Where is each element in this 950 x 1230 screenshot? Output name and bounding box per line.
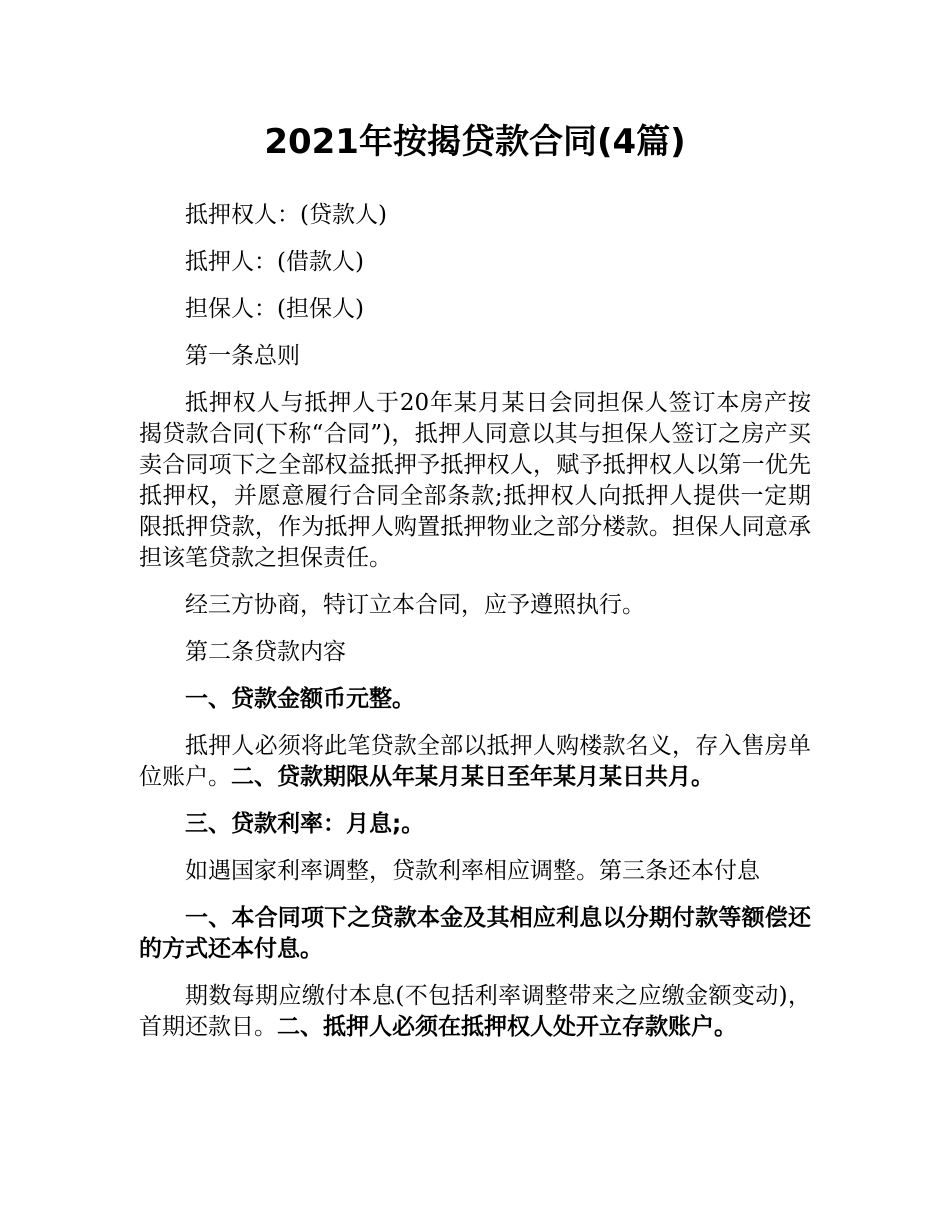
paragraph-agreement: 经三方协商，特订立本合同，应予遵照执行。 (185, 592, 645, 618)
paragraph-mortgagor: 抵押人：(借款人) (185, 249, 364, 275)
clause-repayment-method: 一、本合同项下之贷款本金及其相应利息以分期付款等额偿还的方式还本付息。 (139, 905, 811, 962)
paragraph-deposit (139, 731, 811, 793)
paragraph-guarantor: 担保人：(担保人) (185, 296, 364, 322)
paragraph-installments (139, 981, 811, 1043)
document-title: 2021年按揭贷款合同(4篇) (264, 122, 686, 162)
installments-text: 期数每期应缴付本息(不包括利率调整带来之应缴金额变动)，首期还款日。 (139, 983, 811, 1040)
clause-interest-rate: 三、贷款利率：月息;。 (185, 811, 425, 837)
clause-loan-amount: 一、贷款金额币元整。 (185, 686, 415, 712)
paragraph-rate-adjust: 如遇国家利率调整，贷款利率相应调整。第三条还本付息 (185, 858, 760, 884)
clause-loan-term: 二、贷款期限从年某月某日至年某月某日共月。 (231, 764, 714, 790)
deposit-text: 抵押人必须将此笔贷款全部以抵押人购楼款名义，存入售房单位账户。 (139, 733, 811, 790)
heading-article-1: 第一条总则 (185, 343, 300, 369)
heading-article-2: 第二条贷款内容 (185, 639, 346, 665)
paragraph-article-1-body: 抵押权人与抵押人于20年某月某日会同担保人签订本房产按揭贷款合同(下称“合同”)，抵押人同意以其与担保人签订之房产买卖合同项下之全部权益抵押予抵押权人，赋予抵押权人以第一优先抵押权，并愿意履行合同全部条款;抵押权人向抵押人提供一定期限抵押贷款，作为抵押人购置抵押物业之部分楼款。担保人同意承担该笔贷款之担保责任。 (139, 390, 811, 571)
document-body (139, 200, 811, 1059)
paragraph-mortgagee: 抵押权人：(贷款人) (185, 202, 387, 228)
clause-deposit-account: 二、抵押人必须在抵押权人处开立存款账户。 (277, 1014, 737, 1040)
